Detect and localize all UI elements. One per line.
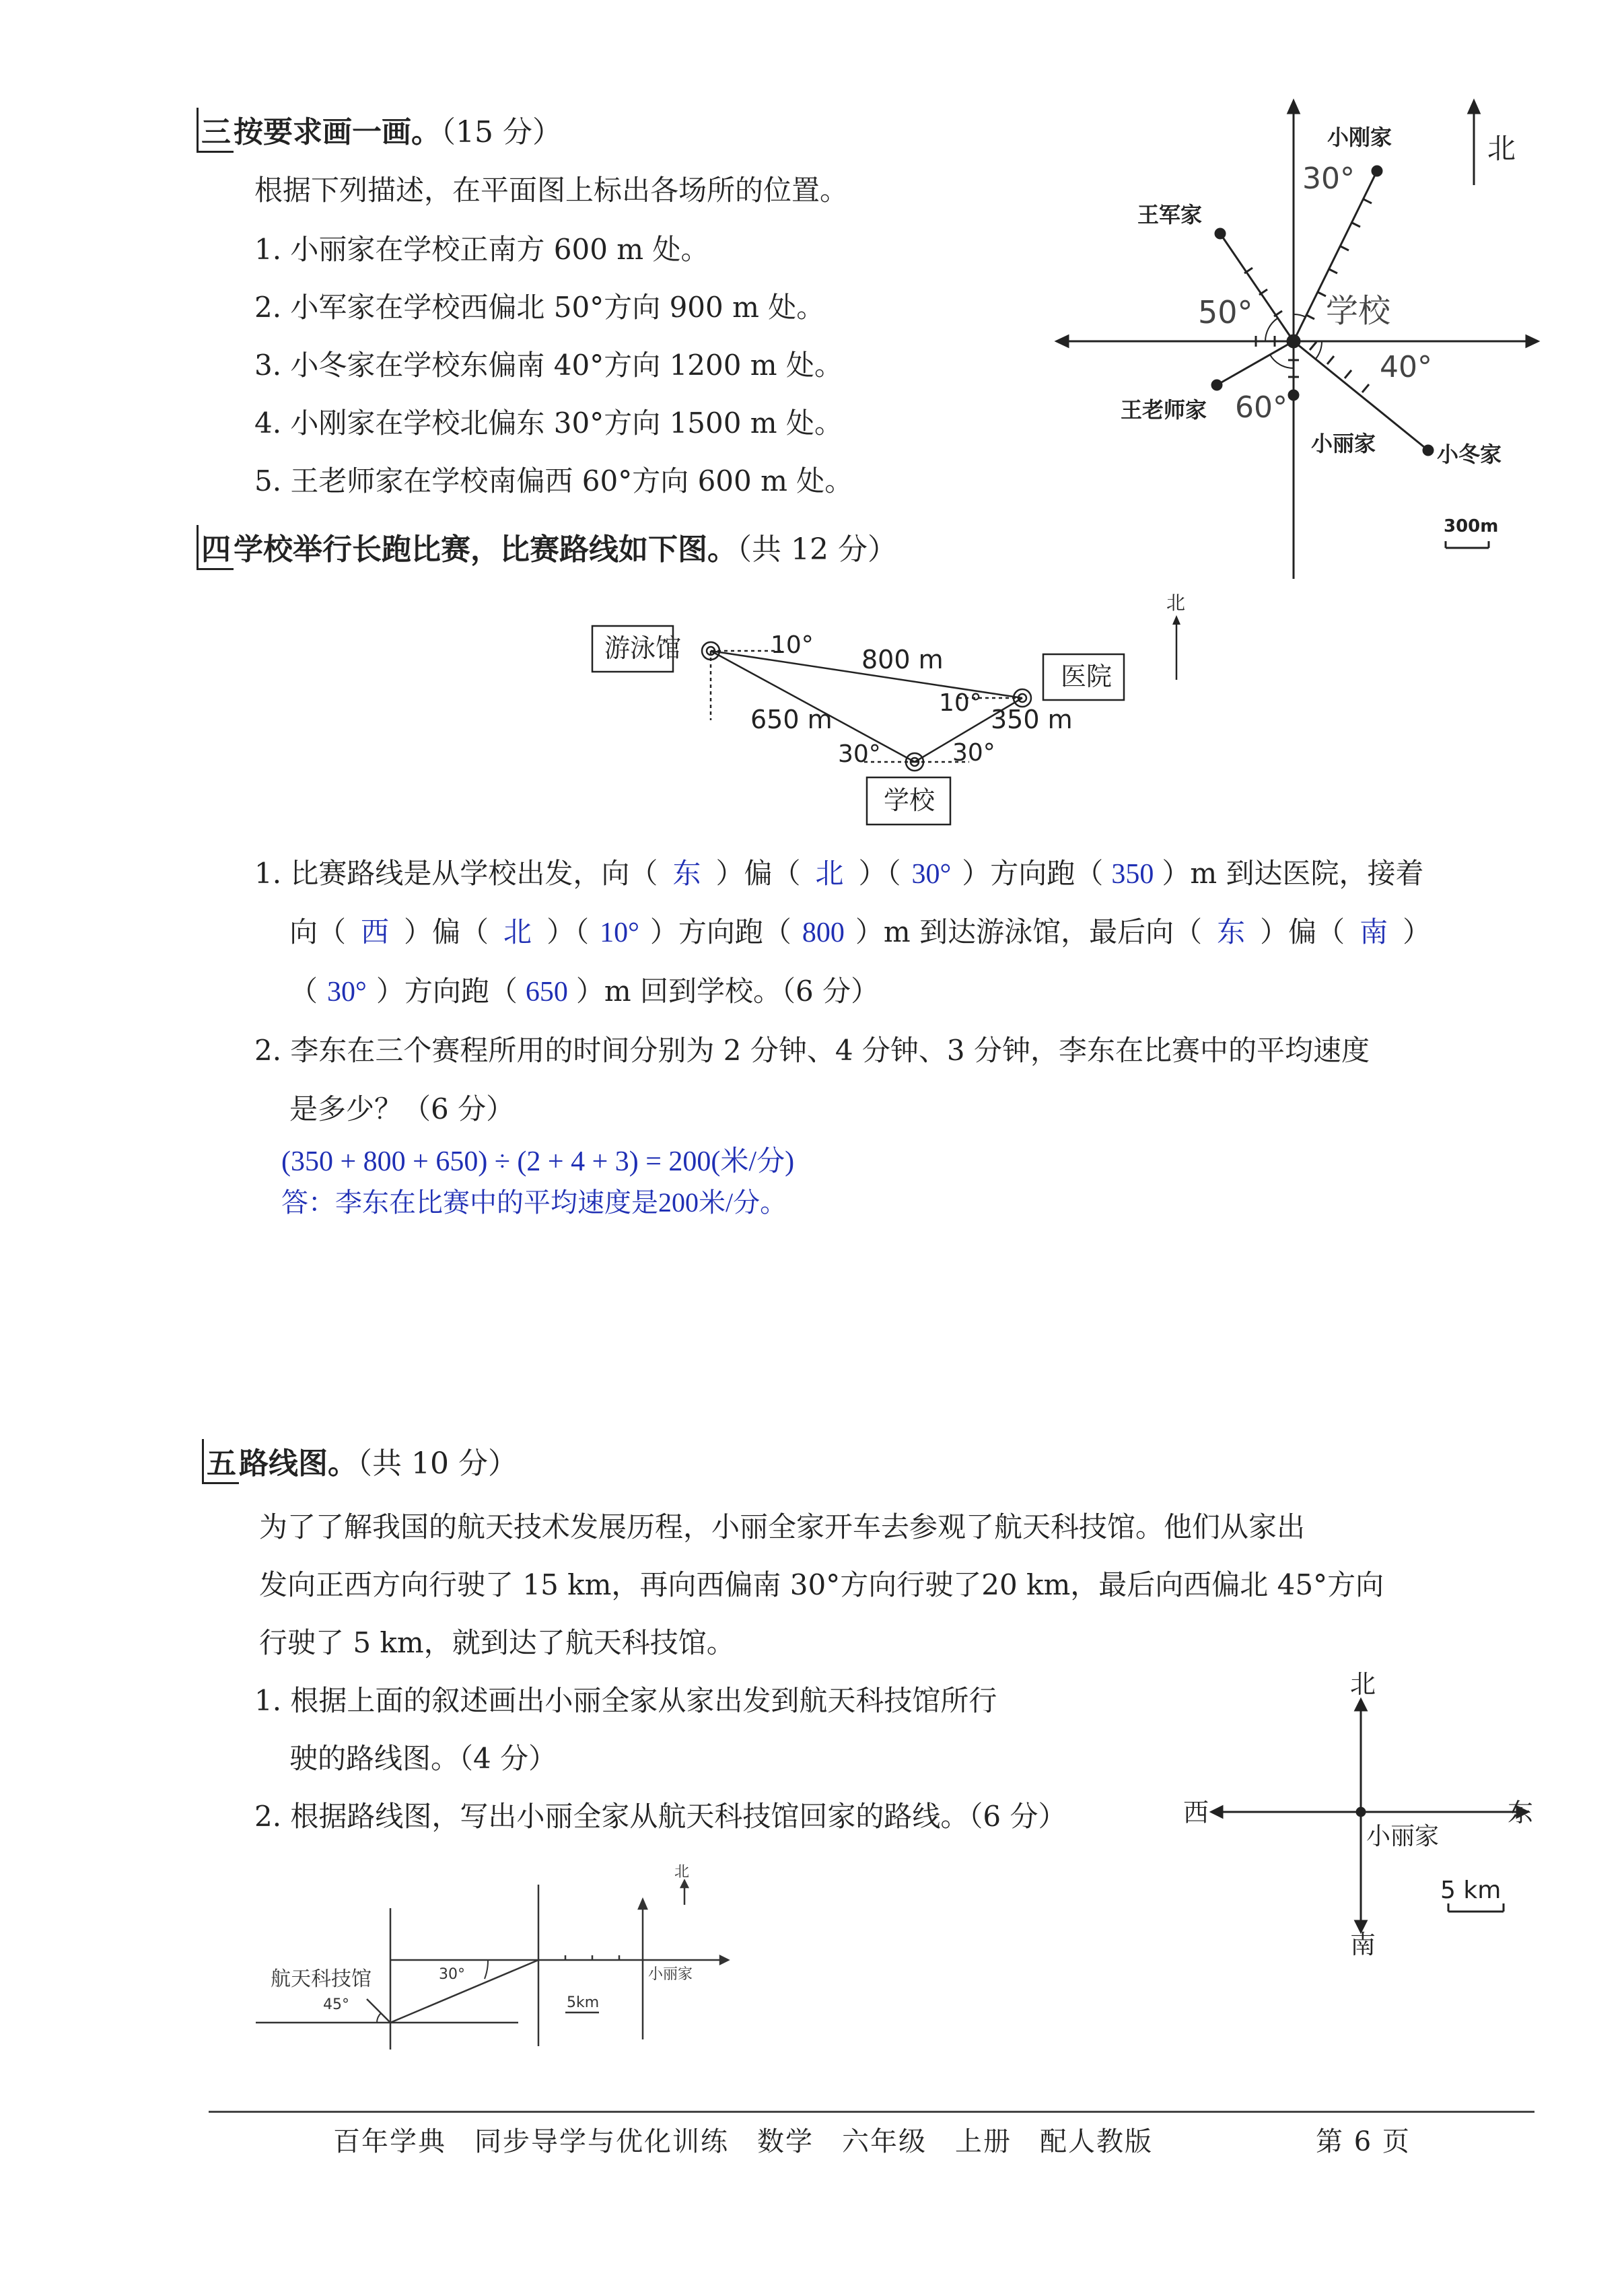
q1-text-15: ）m 回到学校。（6 分） xyxy=(575,975,880,1008)
sketch-angle-45-label: 45° xyxy=(323,1996,349,2013)
sketch-east-arrow-icon xyxy=(720,1956,728,1964)
section4-route-map xyxy=(579,586,1198,835)
sketch-northwest-route xyxy=(367,1999,390,2023)
line-to-wangteacher xyxy=(1217,341,1294,385)
section5-q2: 2. 根据路线图，写出小丽全家从航天科技馆回家的路线。（6 分） xyxy=(254,1800,1067,1833)
section5-score: （共 10 分） xyxy=(357,1446,518,1481)
section4-number: 四 xyxy=(197,525,234,570)
xiaogang-point xyxy=(1372,166,1382,176)
xiaogang-label: 小刚家 xyxy=(1327,125,1392,150)
angle-50-label: 50° xyxy=(1198,294,1253,330)
school-label: 学校 xyxy=(1326,292,1391,330)
compass-north-arrow-icon xyxy=(1355,1700,1366,1710)
compass-south-label: 南 xyxy=(1350,1930,1376,1959)
sketch-museum-label: 航天科技馆 xyxy=(271,1967,372,1991)
school-point xyxy=(1287,335,1300,347)
q1-text-13: （ xyxy=(289,975,318,1008)
section3-item-5: 5. 王老师家在学校南偏西 60°方向 600 m 处。 xyxy=(254,464,853,497)
section4-score: （共 12 分） xyxy=(737,532,897,567)
q1-text-2: ）偏（ xyxy=(715,857,801,890)
north-arrow-icon xyxy=(1469,101,1479,113)
map-scale-label: 300m xyxy=(1444,516,1499,536)
q1-answer-12: 650 xyxy=(525,977,568,1008)
sketch-angle-30-label: 30° xyxy=(439,1966,465,1983)
section5-route-sketch xyxy=(256,1858,754,2053)
q1-answer-11: 30° xyxy=(327,977,367,1008)
footer-book-title: 百年学典 同步导学与优化训练 数学 六年级 上册 配人教版 xyxy=(333,2126,1153,2157)
pool-label: 游泳馆 xyxy=(604,633,682,663)
q1-text-9: ）方向跑（ xyxy=(649,915,791,948)
q1-answer-9: 东 xyxy=(1217,917,1246,948)
east-arrow-icon xyxy=(1526,336,1538,347)
sketch-north-arrow-icon xyxy=(681,1881,688,1887)
compass-west-arrow-icon xyxy=(1211,1807,1222,1817)
wangteacher-point xyxy=(1212,380,1222,390)
q1-text-8: ）（ xyxy=(546,915,590,948)
section3-heading: 按要求画一画。 xyxy=(234,115,441,149)
sketch-angle-45-arc xyxy=(377,2013,381,2023)
angle-30-label: 30° xyxy=(1302,162,1355,196)
route-north-arrow-icon xyxy=(1172,615,1180,625)
angle-arc-40 xyxy=(1316,341,1322,359)
footer-divider xyxy=(209,2111,1534,2113)
wangteacher-label: 王老师家 xyxy=(1121,397,1207,423)
section5-paragraph-2: 发向正西方向行驶了 15 km，再向西偏南 30°方向行驶了20 km，最后向西偏北 45°方向 xyxy=(259,1568,1384,1601)
section3-title xyxy=(197,108,562,153)
section3-score: （15 分） xyxy=(441,115,562,149)
q1-text-11: ）偏（ xyxy=(1260,915,1345,948)
compass-east-label: 东 xyxy=(1508,1798,1534,1827)
route-north-label: 北 xyxy=(1166,592,1186,614)
wangjun-point xyxy=(1215,229,1225,238)
q1-text-5: ）m 到达医院，接着 xyxy=(1162,857,1424,890)
compass-home-point xyxy=(1357,1808,1365,1816)
map-north-label: 北 xyxy=(1487,132,1516,165)
q1-answer-3: 30° xyxy=(911,859,952,890)
section3-item-3: 3. 小冬家在学校东偏南 40°方向 1200 m 处。 xyxy=(254,349,843,382)
footer-page-number: 第 6 页 xyxy=(1316,2126,1411,2157)
xiaodong-point xyxy=(1423,446,1433,455)
angle-school-30-east-label: 30° xyxy=(952,739,995,767)
sketch-north-label: 北 xyxy=(674,1864,690,1881)
section3-number: 三 xyxy=(197,108,234,153)
distance-350-label: 350 m xyxy=(991,705,1073,734)
north-axis-arrow-icon xyxy=(1288,101,1299,113)
xiaoli-label: 小丽家 xyxy=(1311,431,1376,456)
q1-answer-8: 800 xyxy=(802,917,845,948)
section4-q1-line3 xyxy=(289,969,879,1010)
q1-answer-2: 北 xyxy=(815,859,844,890)
sketch-home-label: 小丽家 xyxy=(648,1966,693,1983)
section4-q2-answer-sentence: 答：李东在比赛中的平均速度是200米/分。 xyxy=(281,1187,787,1218)
q1-answer-7: 10° xyxy=(600,917,639,948)
distance-800-label: 800 m xyxy=(861,645,944,674)
section4-q2-answer-formula: (350 + 800 + 650) ÷ (2 + 4 + 3) = 200(米/分) xyxy=(281,1146,795,1177)
angle-60-label: 60° xyxy=(1235,390,1287,425)
section5-q1-line1: 1. 根据上面的叙述画出小丽全家从家出发到航天科技馆所行 xyxy=(254,1684,997,1717)
section5-paragraph-1: 为了了解我国的航天技术发展历程，小丽全家开车去参观了航天科技馆。他们从家出 xyxy=(259,1510,1306,1543)
q1-answer-5: 西 xyxy=(361,917,390,948)
sketch-scale-label: 5km xyxy=(567,1994,600,2011)
section5-q1-line2: 驶的路线图。（4 分） xyxy=(289,1742,557,1775)
hospital-label: 医院 xyxy=(1061,662,1113,691)
q1-answer-1: 东 xyxy=(672,859,701,890)
section4-heading: 学校举行长跑比赛，比赛路线如下图。 xyxy=(234,532,737,567)
sketch-home-north-arrow-icon xyxy=(639,1899,647,1909)
wangjun-label: 王军家 xyxy=(1137,202,1203,228)
section5-title xyxy=(202,1439,518,1484)
q1-text-1: 1. 比赛路线是从学校出发，向（ xyxy=(254,857,658,890)
section5-paragraph-3: 行驶了 5 km，就到达了航天科技馆。 xyxy=(259,1626,735,1659)
q1-text-3: ）（ xyxy=(858,857,901,890)
q1-text-14: ）方向跑（ xyxy=(376,975,518,1008)
section5-compass xyxy=(1171,1663,1548,1959)
q1-text-4: ）方向跑（ xyxy=(962,857,1104,890)
section4-q2-line2: 是多少？（6 分） xyxy=(289,1092,515,1125)
section3-intro: 根据下列描述，在平面图上标出各场所的位置。 xyxy=(254,174,849,207)
section3-item-1: 1. 小丽家在学校正南方 600 m 处。 xyxy=(254,233,709,266)
compass-north-label: 北 xyxy=(1350,1669,1376,1699)
section4-q1-line1 xyxy=(254,851,1424,892)
q1-text-7: ）偏（ xyxy=(404,915,489,948)
school-route-label: 学校 xyxy=(884,785,935,815)
angle-school-30-west-label: 30° xyxy=(838,740,881,768)
section3-item-2: 2. 小军家在学校西偏北 50°方向 900 m 处。 xyxy=(254,291,825,324)
angle-hospital-10-label: 10° xyxy=(939,689,982,717)
xiaodong-label: 小冬家 xyxy=(1437,442,1502,467)
xiaoli-point xyxy=(1289,390,1298,400)
angle-arc-30 xyxy=(1294,314,1306,317)
distance-650-label: 650 m xyxy=(750,705,833,734)
compass-home-label: 小丽家 xyxy=(1366,1823,1440,1850)
section4-title xyxy=(197,525,897,570)
compass-west-label: 西 xyxy=(1183,1798,1209,1827)
sketch-angle-30-arc xyxy=(485,1960,488,1979)
section5-number: 五 xyxy=(202,1439,239,1484)
section3-item-4: 4. 小刚家在学校北偏东 30°方向 1500 m 处。 xyxy=(254,407,843,440)
west-arrow-icon xyxy=(1057,336,1068,347)
q1-text-10: ）m 到达游泳馆，最后向（ xyxy=(855,915,1203,948)
q1-text-12: ） xyxy=(1403,915,1432,948)
q1-text-6: 向（ xyxy=(289,915,347,948)
angle-pool-10-label: 10° xyxy=(771,631,814,659)
compass-scale-label: 5 km xyxy=(1440,1877,1502,1904)
angle-40-label: 40° xyxy=(1380,350,1432,384)
q1-answer-4: 350 xyxy=(1111,859,1154,890)
q1-answer-10: 南 xyxy=(1360,917,1388,948)
section3-position-map xyxy=(1050,88,1548,586)
section4-q2-line1: 2. 李东在三个赛程所用的时间分别为 2 分钟、4 分钟、3 分钟，李东在比赛中的平均速度 xyxy=(254,1034,1370,1067)
angle-arc-60 xyxy=(1270,355,1294,368)
section4-q1-line2 xyxy=(289,910,1431,950)
section5-heading: 路线图。 xyxy=(239,1446,357,1481)
q1-answer-6: 北 xyxy=(503,917,532,948)
